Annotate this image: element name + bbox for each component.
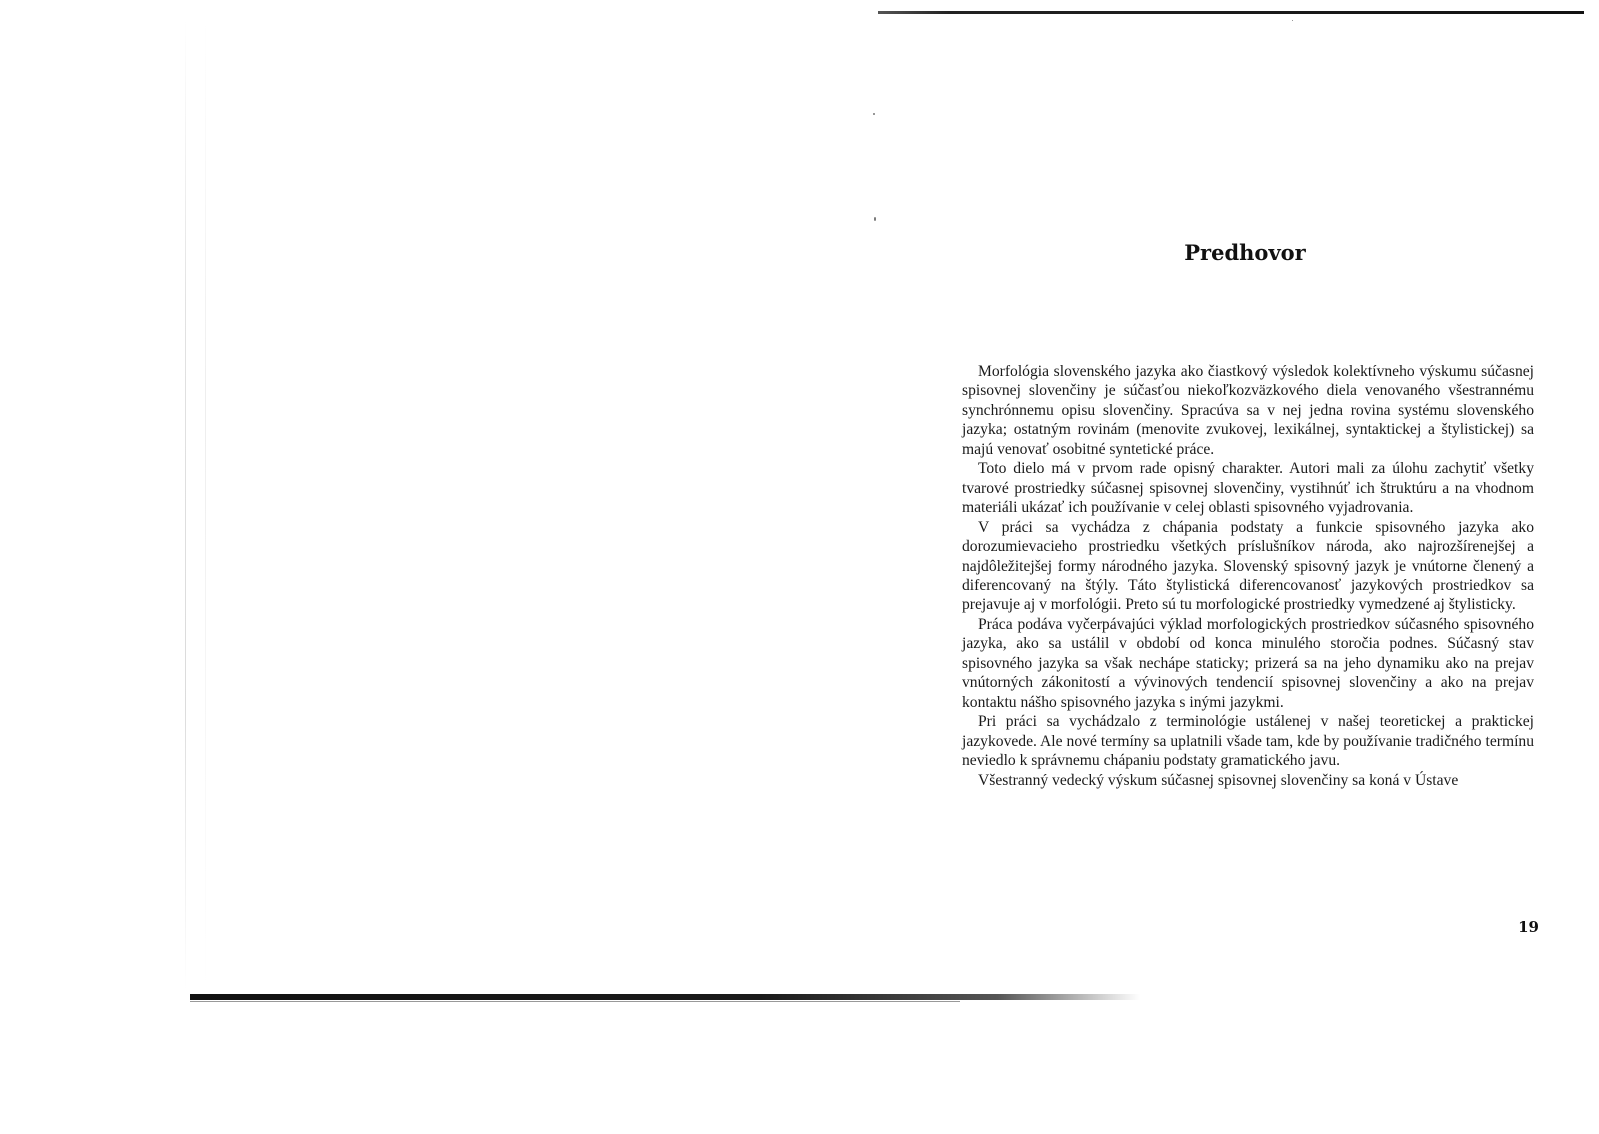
scan-speck: [1292, 20, 1293, 21]
left-page-gutter-line: [185, 20, 186, 990]
page-number: 19: [1518, 918, 1539, 936]
bottom-edge-rule: [190, 994, 1140, 1000]
paragraph: Morfológia slovenského jazyka ako čiastkový výsledok kolektívneho výskumu súčasnej spisovnej slovenčiny je súčasťou niekoľkozväzkového diela venovaného všestrannému synchrónnemu opisu slovenčiny. Spracúva sa v nej jedna rovina systému slovenského jazyka; ostatným rovinám (menovite zvukovej, lexikálnej, syntaktickej a štylistickej) sa majú venovať osobitné syntetické práce.: [962, 363, 1534, 458]
top-edge-rule: [878, 11, 1584, 14]
paragraph: Pri práci sa vychádzalo z terminológie ustálenej v našej teoretickej a praktickej jazykovede. Ale nové termíny sa uplatnili všade tam, kde by používanie tradičného termínu neviedlo k správnemu chápaniu podstaty gramatického javu.: [962, 713, 1534, 770]
paragraph: Práca podáva vyčerpávajúci výklad morfologických prostriedkov súčasného spisovného jazyka, ako sa ustálil v období od konca minulého storočia podnes. Súčasný stav spisovného jazyka sa však nechápe staticky; prizerá sa na jeho dynamiku ako na prejav vnútorných zákonitostí a vývinových tendencií spisovnej slovenčiny a ako na prejav kontaktu nášho spisovného jazyka s inými jazykmi.: [962, 615, 1534, 711]
body-text: [962, 362, 1534, 790]
left-page-gutter-shadow: [205, 20, 206, 990]
scan-speck: [873, 113, 875, 115]
paragraph: V práci sa vychádza z chápania podstaty a funkcie spisovného jazyka ako dorozumievacieho prostriedku všetkých príslušníkov národa, ako najrozšírenejšej a najdôležitejšej formy národného jazyka. Slovenský spisovný jazyk je vnútorne členený a diferencovaný na štýly. Táto štylistická diferencovanosť jazykových prostriedkov sa prejavuje aj v morfológii. Preto sú tu morfologické prostriedky vymedzené aj štylisticky.: [962, 518, 1534, 614]
bottom-edge-rule-thin: [190, 1001, 960, 1002]
paragraph: Všestranný vedecký výskum súčasnej spisovnej slovenčiny sa koná v Ústave: [978, 771, 1459, 789]
scan-speck: [874, 217, 876, 221]
page-title: Predhovor: [1184, 240, 1306, 265]
paragraph: Toto dielo má v prvom rade opisný charakter. Autori mali za úlohu zachytiť všetky tvarové prostriedky súčasnej spisovnej slovenčiny, vystihnúť ich štruktúru a na vhodnom materiáli ukázať ich používanie v celej oblasti spisovného vyjadrovania.: [962, 460, 1534, 517]
